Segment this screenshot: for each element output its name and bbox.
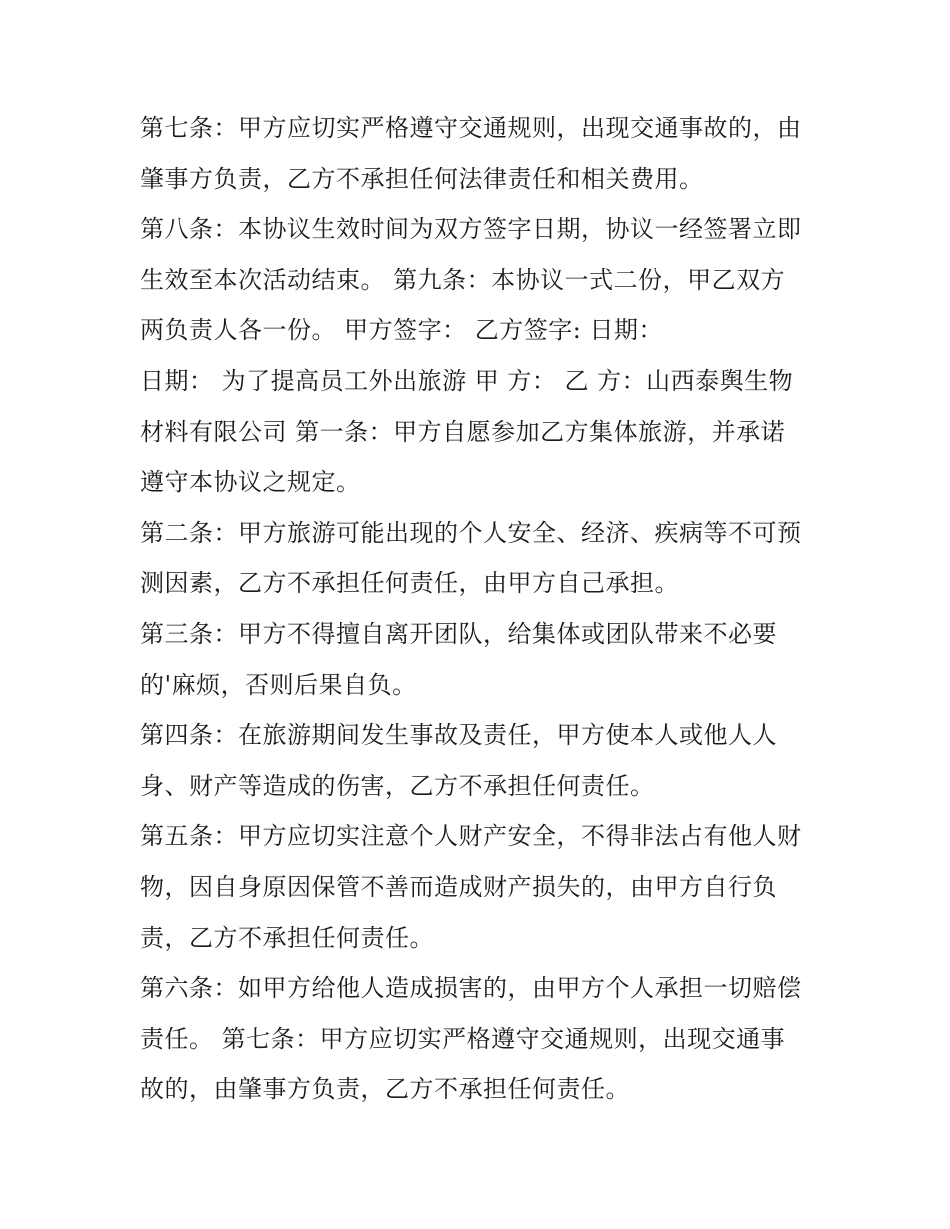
text-line: 第三条：甲方不得擅自离开团队，给集体或团队带来不必要 [140, 619, 777, 648]
text-line: 肇事方负责，乙方不承担任何法律责任和相关费用。 [140, 164, 704, 193]
text-line: 故的，由肇事方负责，乙方不承担任何责任。 [140, 1075, 630, 1104]
text-line: 材料有限公司 第一条：甲方自愿参加乙方集体旅游，并承诺 [140, 417, 786, 446]
text-line: 测因素，乙方不承担任何责任，由甲方自己承担。 [140, 569, 679, 598]
text-line: 的'麻烦，否则后果自负。 [140, 670, 417, 699]
text-line: 生效至本次活动结束。 第九条：本协议一式二份，甲乙双方 [140, 265, 786, 294]
text-line: 第六条：如甲方给他人造成损害的，由甲方个人承担一切赔偿 [140, 974, 802, 1003]
text-line: 身、财产等造成的伤害，乙方不承担任何责任。 [140, 771, 655, 800]
text-line: 第八条：本协议生效时间为双方签字日期，协议一经签署立即 [140, 215, 802, 244]
text-line: 第二条：甲方旅游可能出现的个人安全、经济、疾病等不可预 [140, 518, 802, 547]
text-line: 两负责人各一份。 甲方签字： 乙方签字: 日期： [140, 316, 663, 345]
text-line: 责任。 第七条：甲方应切实严格遵守交通规则，出现交通事 [140, 1024, 786, 1053]
text-line: 物，因自身原因保管不善而造成财产损失的，由甲方自行负 [140, 872, 777, 901]
text-line: 第七条：甲方应切实严格遵守交通规则，出现交通事故的，由 [140, 114, 802, 142]
document-body [140, 103, 820, 1115]
text-line: 第五条：甲方应切实注意个人财产安全，不得非法占有他人财 [140, 822, 802, 851]
text-line: 日期： 为了提高员工外出旅游 甲 方： 乙 方：山西泰舆生物 [140, 366, 794, 395]
text-line: 遵守本协议之规定。 [140, 468, 361, 497]
text-line: 责，乙方不承担任何责任。 [140, 923, 434, 952]
text-line: 第四条：在旅游期间发生事故及责任，甲方使本人或他人人 [140, 721, 777, 750]
